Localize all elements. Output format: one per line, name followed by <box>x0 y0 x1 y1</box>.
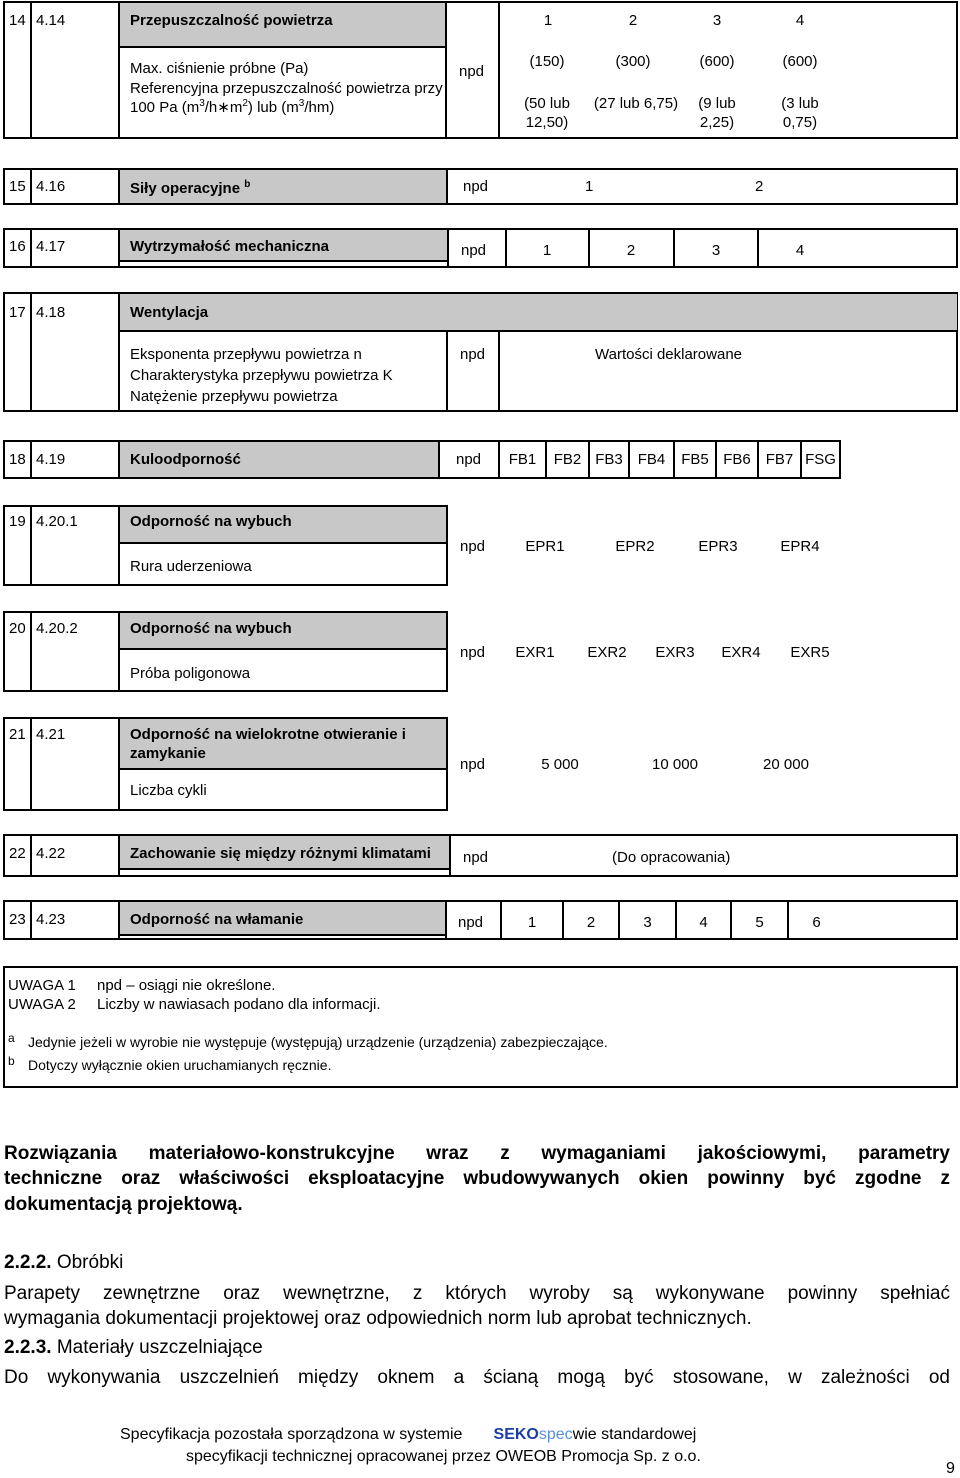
row-title: Odporność na wybuch <box>130 620 292 637</box>
row-code: 4.16 <box>36 178 66 195</box>
class-label: FB2 <box>553 451 582 468</box>
note-label: UWAGA 1 <box>8 977 76 994</box>
row-number: 22 <box>9 845 26 862</box>
class-label: 4 <box>699 914 708 931</box>
paragraph: Do wykonywania uszczelnień między oknem a ścianą mogą być stosowane, w zależności od <box>4 1367 950 1388</box>
row-title: Odporność na wybuch <box>130 513 292 530</box>
row-title: Odporność na wielokrotne otwieranie i <box>130 726 406 743</box>
footnote-text: Jedynie jeżeli w wyrobie nie występuje (występują) urządzenie (urządzenia) zabezpieczające. <box>28 1034 608 1050</box>
class-label: FB1 <box>508 451 537 468</box>
class-label: 6 <box>812 914 821 931</box>
class-label: 2 <box>586 914 596 931</box>
row-code: 4.23 <box>36 911 66 928</box>
class-label: 1 <box>527 914 537 931</box>
paragraph-bold: Rozwiązania materiałowo-konstrukcyjne wraz z wymaganiami jakościowymi, parametry <box>4 1143 950 1164</box>
class-label: 1 <box>585 178 594 195</box>
class-label: EXR4 <box>721 644 761 661</box>
row-number: 16 <box>9 238 26 255</box>
row-subtitle: Rura uderzeniowa <box>130 558 252 575</box>
permeability-value: 0,75) <box>782 114 818 131</box>
section-heading: 2.2.2. Obróbki <box>4 1252 124 1273</box>
permeability-value: 12,50) <box>525 114 569 131</box>
note-text: npd – osiągi nie określone. <box>97 977 276 994</box>
row-code: 4.17 <box>36 238 66 255</box>
row-number: 15 <box>9 178 26 195</box>
row-title: Wentylacja <box>130 304 209 321</box>
npd-label: npd <box>463 849 489 866</box>
npd-label: npd <box>460 346 486 363</box>
paragraph: Parapety zewnętrzne oraz wewnętrzne, z których wyroby są wykonywane powinny spełniać <box>4 1283 950 1304</box>
row-subtitle: Natężenie przepływu powietrza <box>130 388 338 405</box>
class-label: 5 <box>755 914 764 931</box>
class-label: 4 <box>795 242 805 259</box>
note-text: Liczby w nawiasach podano dla informacji. <box>97 996 381 1013</box>
npd-label: npd <box>460 538 486 555</box>
row-subtitle: Eksponenta przepływu powietrza n <box>130 346 362 363</box>
row-code: 4.14 <box>36 12 66 29</box>
footnote-text: Dotyczy wyłącznie okien uruchamianych ręcznie. <box>28 1057 332 1073</box>
class-label: EXR5 <box>790 644 830 661</box>
row-number: 23 <box>9 911 26 928</box>
class-label: 2 <box>628 12 638 29</box>
row-code: 4.19 <box>36 451 66 468</box>
class-label: EPR4 <box>780 538 820 555</box>
row-number: 18 <box>9 451 26 468</box>
permeability-value: 2,25) <box>699 114 735 131</box>
class-label: 3 <box>712 12 722 29</box>
row-title: Siły operacyjne $^b$ <box>130 179 251 197</box>
npd-label: npd <box>460 644 486 661</box>
note-label: UWAGA 2 <box>8 996 76 1013</box>
permeability-value: (27 lub 6,75) <box>593 95 679 112</box>
footnote-mark: a <box>8 1031 15 1045</box>
class-label: 1 <box>543 12 553 29</box>
page-number: 9 <box>946 1460 955 1477</box>
footnote-mark: b <box>8 1054 15 1068</box>
declared-values: Wartości deklarowane <box>595 346 743 363</box>
row-subtitle: Charakterystyka przepływu powietrza K <box>130 367 393 384</box>
npd-label: npd <box>458 914 484 931</box>
row-title: Kuloodporność <box>130 451 241 468</box>
class-label: 2 <box>626 242 636 259</box>
row-number: 20 <box>9 620 26 637</box>
class-label: FB7 <box>765 451 794 468</box>
row-title: Wytrzymałość mechaniczna <box>130 238 329 255</box>
row-subtitle: Referencyjna przepuszczalność powietrza przy <box>130 80 443 97</box>
sekospec-logo: SEKO <box>493 1426 539 1443</box>
row-subtitle: 100 Pa $(m^3/h∗m^2)$ lub $(m^3/hm)$ <box>130 98 335 116</box>
class-label: EXR3 <box>655 644 695 661</box>
row-title: Zachowanie się między różnymi klimatami <box>130 845 431 862</box>
paragraph-bold: techniczne oraz właściwości eksploatacyjne wbudowywanych okien powinny być zgodne z <box>4 1168 950 1189</box>
class-label: FB6 <box>723 451 751 468</box>
paragraph: wymagania dokumentacji projektowej oraz odpowiednich norm lub aprobat technicznych. <box>4 1308 752 1329</box>
status-value: (Do opracowania) <box>612 849 731 866</box>
row-number: 19 <box>9 513 26 530</box>
row-subtitle: Liczba cykli <box>130 782 207 799</box>
pressure-value: (600) <box>699 53 735 70</box>
pressure-value: (150) <box>529 53 565 70</box>
row-code: 4.20.1 <box>36 513 78 530</box>
row-number: 14 <box>9 12 26 29</box>
paragraph-bold: dokumentacją projektową. <box>4 1194 243 1215</box>
footer-text: specyfikacji technicznej opracowanej przez OWEOB Promocja Sp. z o.o. <box>186 1448 701 1465</box>
class-label: 1 <box>542 242 552 259</box>
pressure-value: (300) <box>615 53 651 70</box>
class-label: 4 <box>795 12 805 29</box>
class-label: EPR3 <box>698 538 738 555</box>
row-number: 17 <box>9 304 26 321</box>
row-title: zamykanie <box>130 745 206 762</box>
sekospec-logo-accent: spec <box>538 1426 573 1443</box>
footer-text: Specyfikacja pozostała sporządzona w systemie SEKOspecwie standardowej <box>120 1426 697 1443</box>
row-code: 4.22 <box>36 845 66 862</box>
npd-label: npd <box>463 178 489 195</box>
row-code: 4.18 <box>36 304 66 321</box>
permeability-value: (3 lub <box>781 95 819 112</box>
class-label: 5 000 <box>541 756 579 773</box>
class-label: 3 <box>643 914 652 931</box>
npd-label: npd <box>460 756 486 773</box>
class-label: EPR2 <box>615 538 655 555</box>
row-code: 4.20.2 <box>36 620 78 637</box>
pressure-value: (600) <box>782 53 818 70</box>
row-code: 4.21 <box>36 726 66 743</box>
class-label: 10 000 <box>652 756 698 773</box>
class-label: FSG <box>805 451 836 468</box>
class-label: EPR1 <box>525 538 565 555</box>
section-heading: 2.2.3. Materiały uszczelniające <box>4 1337 263 1358</box>
npd-label: npd <box>459 63 485 80</box>
class-label: EXR2 <box>587 644 627 661</box>
class-label: 3 <box>711 242 721 259</box>
row-title: Przepuszczalność powietrza <box>130 12 333 29</box>
class-label: 2 <box>755 178 764 195</box>
class-label: EXR1 <box>515 644 555 661</box>
row-subtitle: Max. ciśnienie próbne (Pa) <box>130 60 309 77</box>
class-label: FB5 <box>681 451 709 468</box>
npd-label: npd <box>461 242 487 259</box>
class-label: 20 000 <box>763 756 809 773</box>
permeability-value: (50 lub <box>524 95 570 112</box>
class-label: FB4 <box>637 451 666 468</box>
row-title: Odporność na włamanie <box>130 911 304 928</box>
npd-label: npd <box>456 451 482 468</box>
row-subtitle: Próba poligonowa <box>130 665 251 682</box>
class-label: FB3 <box>595 451 623 468</box>
permeability-value: (9 lub <box>698 95 736 112</box>
row-number: 21 <box>9 726 26 743</box>
